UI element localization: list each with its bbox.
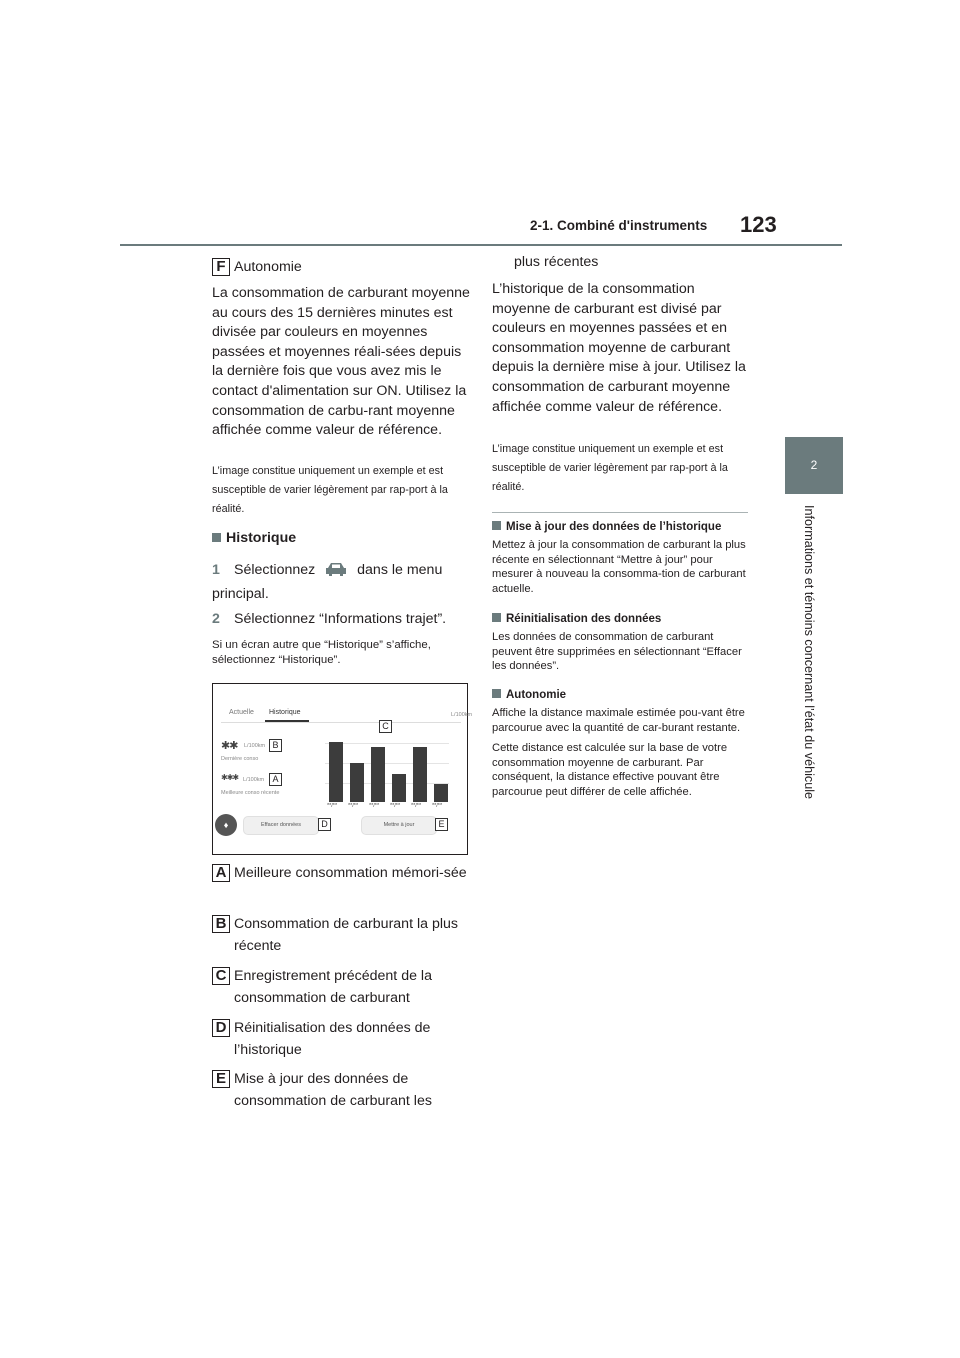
step-2-number: 2 (212, 611, 220, 627)
screen-bar (392, 774, 406, 802)
screen-bar-label: **/** (411, 803, 422, 809)
screen-callout-e: E (435, 818, 448, 831)
history-screen-image (212, 683, 473, 855)
screen-eco-icon: ♦ (215, 814, 237, 836)
legend-d-letter: D (212, 1019, 230, 1037)
screen-tab-current: Actuelle (229, 709, 254, 716)
right-note: L’image constitue uniquement un exemple et est susceptible de varier légèrement par rap-port à la réalité. (492, 443, 728, 494)
screen-divider (221, 722, 461, 723)
step-1 (212, 558, 468, 606)
chapter-title: Informations et témoins concernant l’état du véhicule (802, 505, 816, 800)
screen-bar (329, 742, 343, 802)
sub-range-body-1: Affiche la distance maximale estimée pou-vant être parcourue avec la quantité de car-burant restante. (492, 707, 745, 734)
bullet-square-icon (212, 533, 221, 542)
legend-e-letter: E (212, 1070, 230, 1088)
left-paragraph: La consommation de carburant moyenne au cours des 15 dernières minutes est divisée par couleurs en moyennes passées et moyennes réali-sées depuis la dernière fois que vous avez mis le contact d'alimentation sur ON. Utilisez la consommation de carbu-rant moyenne affichée comme valeur de référence. (212, 285, 470, 439)
screen-label-a: Meilleure conso récente (221, 790, 280, 796)
right-paragraph: L’historique de la consommation moyenne de carburant est divisé par couleurs en moyennes passées et en consommation moyenne de carburant depuis la dernière mise à jour. Utilisez la consommation de carburant moyenne affichée comme valeur de référence. (492, 281, 746, 415)
screen-value-a-unit: L/100km (243, 777, 265, 783)
grid-line (325, 743, 449, 744)
sub-update (492, 521, 750, 596)
screen-stars-b: ✱✱ (221, 740, 238, 752)
item-f-title: Autonomie (234, 259, 302, 275)
right-divider (492, 512, 748, 513)
legend-d-text: Réinitialisation des données de l’historique (234, 1020, 431, 1058)
screen-callout-c: C (379, 720, 392, 733)
step-2 (212, 611, 468, 627)
step-1-number: 1 (212, 562, 220, 578)
legend-b-letter: B (212, 915, 230, 933)
legend-b-text: Consommation de carburant la plus récente (234, 916, 458, 954)
screen-bar-label: **/** (327, 803, 338, 809)
screen-bar-label: **/** (432, 803, 443, 809)
sub-reset-body: Les données de consommation de carburant peuvent être supprimées en sélectionnant “Effacer les données”. (492, 631, 742, 672)
step-1-text-b: dans le menu principal. (212, 562, 443, 602)
bullet-square-icon (492, 613, 501, 622)
bullet-square-icon (492, 521, 501, 530)
screen-bar (413, 747, 427, 802)
screen-bar-label: **/** (390, 803, 401, 809)
legend-c-text: Enregistrement précédent de la consommation de carburant (234, 968, 432, 1006)
grid-line (325, 783, 449, 784)
history-note: Si un écran autre que “Historique” s’affiche, sélectionnez “Historique”. (212, 639, 431, 666)
legend-a-text: Meilleure consommation mémori-sée (234, 865, 467, 881)
screen-value-b-unit: L/100km (244, 743, 266, 749)
legend-a-letter: A (212, 864, 230, 882)
screen-label-b: Dernière conso (221, 756, 259, 762)
callout-f: F (212, 258, 230, 276)
screen-stars-a: ✱✱✱ (221, 773, 239, 782)
sub-range (492, 689, 750, 799)
screen-bar (350, 763, 364, 802)
step-1-text-a: Sélectionnez (234, 562, 316, 578)
screen-update-button: Mettre à jour (361, 816, 437, 835)
bullet-square-icon (492, 689, 501, 698)
sub-update-title: Mise à jour des données de l’historique (506, 521, 722, 533)
screen-bar (434, 784, 448, 802)
page-number: 123 (740, 212, 777, 237)
screen-bar-label: **/** (348, 803, 359, 809)
screen-callout-a: A (269, 773, 282, 786)
left-note: L’image constitue uniquement un exemple et est susceptible de varier légèrement par rap-port à la réalité. (212, 465, 448, 516)
screen-unit-corner: L/100km (451, 712, 473, 718)
sub-range-body-2: Cette distance est calculée sur la base de votre consommation moyenne de carburant. Par conséquent, la distance effective pouvant être parcourue peut différer de celle affichée. (492, 742, 728, 798)
screen-bar-label: **/** (369, 803, 380, 809)
right-continuation: plus récentes (514, 254, 599, 270)
screen-clear-button: Effacer données (243, 816, 319, 835)
legend-c-letter: C (212, 967, 230, 985)
grid-line (325, 763, 449, 764)
sub-reset-title: Réinitialisation des données (506, 613, 662, 625)
header-rule (120, 244, 842, 246)
sub-reset (492, 613, 750, 674)
history-heading: Historique (212, 530, 468, 546)
legend-e-text: Mise à jour des données de consommation de carburant les (234, 1071, 432, 1109)
car-icon (323, 559, 349, 579)
screen-callout-d: D (318, 818, 331, 831)
screen-tab-history: Historique (269, 709, 301, 716)
screen-bar (371, 747, 385, 802)
chapter-tab: 2 (785, 437, 843, 494)
screen-callout-b: B (269, 739, 282, 752)
step-2-text: Sélectionnez “Informations trajet”. (234, 611, 447, 627)
section-header: 2-1. Combiné d'instruments (530, 218, 708, 233)
sub-range-title: Autonomie (506, 689, 567, 701)
sub-update-body: Mettez à jour la consommation de carburant la plus récente en sélectionnant “Mettre à jour” pour mesurer à nouveau la consomma-tion de carburant actuelle. (492, 539, 746, 595)
